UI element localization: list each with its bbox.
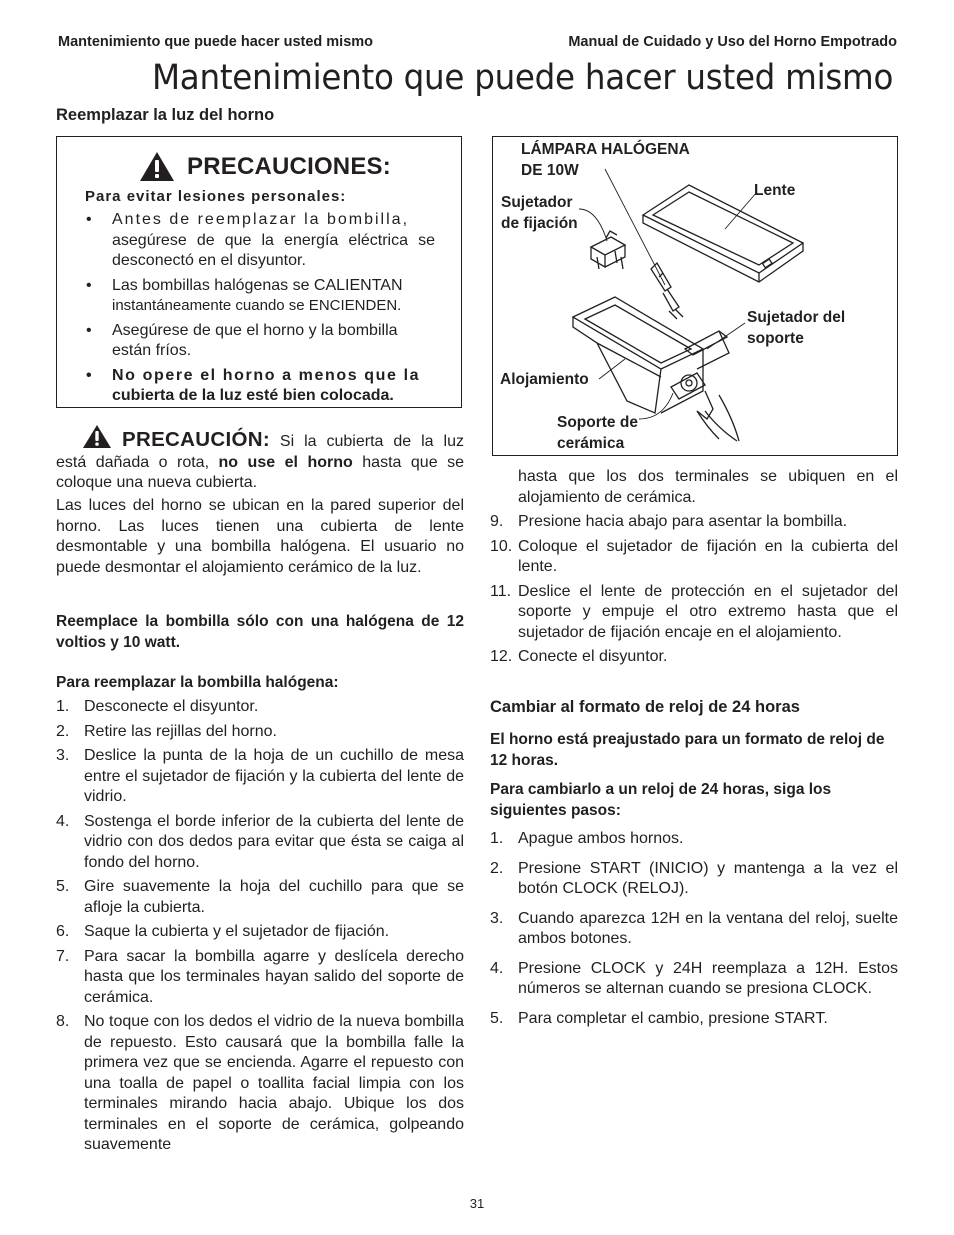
- lamp-label: [521, 140, 690, 181]
- step-number: 1.: [490, 830, 504, 847]
- warning-item-rest: instantáneamente cuando se ENCIENDEN.: [112, 297, 402, 314]
- warning-item: [83, 321, 435, 362]
- caution-bold-text: no use el horno: [218, 453, 353, 471]
- step-item: [56, 947, 464, 1009]
- warning-list: [83, 210, 435, 411]
- bullet: •: [86, 321, 92, 339]
- warning-item-rest: cubierta de la luz esté bien colocada.: [112, 387, 394, 404]
- step-text: Retire las rejillas del horno.: [84, 722, 277, 740]
- step-item: [56, 812, 464, 874]
- step-item: [56, 746, 464, 808]
- caution-label: PRECAUCIÓN:: [122, 428, 270, 451]
- caution-triangle-icon: [82, 424, 112, 449]
- warning-heading: [139, 151, 391, 182]
- warning-triangle-icon: [139, 151, 175, 182]
- lens-label: Lente: [754, 182, 796, 199]
- step-text: Cuando aparezca 12H en la ventana del reloj, suelte ambos botones.: [518, 909, 898, 947]
- step-text: Para completar el cambio, presione START.: [518, 1009, 828, 1027]
- step-number: 7.: [56, 947, 70, 965]
- step-item: [56, 877, 464, 918]
- step-text: Presione START (INICIO) y mantenga a la vez el botón CLOCK (RELOJ).: [518, 859, 898, 897]
- clock-steps-heading: Para cambiarlo a un reloj de 24 horas, siga los siguientes pasos:: [490, 781, 832, 819]
- step-text: Presione hacia abajo para asentar la bombilla.: [518, 513, 848, 530]
- step-item: [490, 647, 898, 668]
- step-item: [490, 512, 898, 533]
- caution-text-end: hasta que se coloque una nueva cubierta.: [56, 453, 464, 491]
- warning-item-rest: están fríos.: [112, 342, 192, 359]
- step-text: Deslice la punta de la hoja de un cuchillo de mesa entre el sujetador de fijación y la cubierta del lente de vidrio.: [84, 747, 464, 805]
- step-text: No toque con los dedos el vidrio de la nueva bombilla de repuesto. Esto causará que la bombilla falle la primera vez que se encienda. Agarre el repuesto con una toalla de papel o toallita facial limpia con los terminales mirando hacia abajo. Ubique los dos terminales en el soporte de cerámica, golpeando suavemente: [84, 1013, 464, 1153]
- lamp-diagram-drawing: [493, 137, 897, 455]
- section-title-oven-light: Reemplazar la luz del horno: [56, 106, 275, 124]
- step8-continued: hasta que los dos terminales se ubiquen en el alojamiento de cerámica.: [518, 468, 898, 506]
- step-item: [490, 959, 898, 1000]
- warning-item-line1: Antes de reemplazar la bombilla,: [112, 211, 410, 228]
- intro-paragraph: Las luces del horno se ubican en la pared superior del horno. Las luces tienen una cubierta de lente desmontable y una bombilla halógena. El usuario no puede desmontar el alojamiento cerámico de la luz.: [56, 497, 464, 576]
- lamp-label-line1: LÁMPARA HALÓGENA: [521, 141, 690, 158]
- step-text: Desconecte el disyuntor.: [84, 698, 259, 715]
- bracket-label-line1: Sujetador del: [747, 309, 846, 326]
- step-number: 5.: [56, 878, 70, 895]
- warning-item: [83, 276, 435, 317]
- step-item: [56, 922, 464, 943]
- step-number: 2.: [56, 722, 70, 740]
- socket-label-line1: Soporte de: [557, 414, 638, 431]
- warning-item: [83, 210, 435, 272]
- step-number: 2.: [490, 859, 504, 877]
- step-number: 9.: [490, 513, 504, 530]
- clock-section-heading: Cambiar al formato de reloj de 24 horas: [490, 698, 800, 716]
- step-number: 12.: [490, 648, 513, 665]
- step-number: 1.: [56, 698, 70, 715]
- warning-item-line1: No opere el horno a menos que la: [112, 366, 421, 384]
- steps-list: [490, 512, 898, 668]
- step-item: [490, 1009, 898, 1030]
- step-number: 8.: [56, 1013, 70, 1030]
- bullet: •: [86, 366, 94, 384]
- step-text: Saque la cubierta y el sujetador de fijación.: [84, 923, 390, 940]
- steps-heading: Para reemplazar la bombilla halógena:: [56, 674, 339, 691]
- replace-steps-list: [56, 697, 464, 1160]
- caution-paragraph: [56, 424, 464, 494]
- warning-heading-label: PRECAUCIONES:: [187, 152, 391, 180]
- step-text: Gire suavemente la hoja del cuchillo para que se afloje la cubierta.: [84, 878, 464, 916]
- step-text: Sostenga el borde inferior de la cubierta del lente de vidrio con dos dedos para evitar que ésta se caiga al fondo del horno.: [84, 812, 464, 871]
- warning-subheading: Para evitar lesiones personales:: [85, 188, 347, 205]
- step-item: [490, 909, 898, 950]
- step-item: [56, 1012, 464, 1156]
- warning-box: [56, 136, 462, 408]
- warning-item: [83, 366, 435, 407]
- step-item: [490, 537, 898, 578]
- lamp-label-line2: DE 10W: [521, 161, 579, 179]
- lamp-diagram: [492, 136, 898, 456]
- step-text: Apague ambos hornos.: [518, 830, 684, 847]
- steps-list: [490, 829, 898, 1029]
- step-item: [56, 722, 464, 743]
- clock-steps: [490, 829, 898, 1038]
- bullet: •: [86, 211, 94, 228]
- step-number: 10.: [490, 537, 513, 555]
- page-title: Mantenimiento que puede hacer usted mismo: [152, 58, 894, 98]
- bracket-label-line2: soporte: [747, 329, 804, 347]
- bulb-spec-note: Reemplace la bombilla sólo con una halógena de 12 voltios y 10 watt.: [56, 613, 464, 651]
- step-text: Para sacar la bombilla agarre y deslícela derecho hasta que los terminales hayan salido del soporte de cerámica.: [84, 947, 464, 1006]
- bullet: •: [86, 276, 92, 294]
- clip-label-line2: de fijación: [501, 214, 578, 232]
- step-item: [56, 697, 464, 718]
- replace-steps-list-continued: [490, 512, 898, 672]
- warning-item-rest: asegúrese de que la energía eléctrica se desconectó en el disyuntor.: [112, 231, 435, 269]
- step-number: 6.: [56, 923, 70, 940]
- step-number: 3.: [490, 909, 504, 927]
- running-header-left: Mantenimiento que puede hacer usted mismo: [58, 34, 374, 50]
- warning-item-line1: Asegúrese de que el horno y la bombilla: [112, 321, 398, 339]
- bracket-label: [747, 308, 845, 349]
- step-item: [490, 859, 898, 900]
- running-header-right: Manual de Cuidado y Uso del Horno Empotrado: [568, 34, 897, 50]
- step-number: 3.: [56, 747, 70, 764]
- step-number: 5.: [490, 1009, 504, 1027]
- step-number: 4.: [56, 812, 70, 830]
- bulb-drawing: [651, 263, 683, 319]
- socket-label-line2: cerámica: [557, 434, 625, 452]
- caution-text: Si la cubierta de la luz está dañada o rota,: [56, 433, 464, 471]
- clip-label-line1: Sujetador: [501, 194, 573, 211]
- clip-drawing: [591, 231, 625, 269]
- steps-list: [56, 697, 464, 1156]
- step-number: 11.: [490, 582, 512, 600]
- socket-label: [557, 413, 638, 454]
- step-text: Conecte el disyuntor.: [518, 648, 668, 665]
- step-item: [490, 829, 898, 850]
- clock-preset-note: El horno está preajustado para un formato de reloj de 12 horas.: [490, 731, 885, 769]
- step-text: Deslice el lente de protección en el sujetador del soporte y empuje el otro extremo hasta que el sujetador de fijación encaje en el alojamiento.: [518, 582, 898, 641]
- page-number: 31: [469, 1196, 485, 1211]
- step-text: Presione CLOCK y 24H reemplaza a 12H. Estos números se alternan cuando se presiona CLOCK.: [518, 959, 898, 997]
- housing-label: Alojamiento: [500, 371, 589, 388]
- step-text: Coloque el sujetador de fijación en la cubierta del lente.: [518, 537, 898, 575]
- warning-item-line1: Las bombillas halógenas se CALIENTAN: [112, 276, 403, 294]
- clip-label: [501, 193, 578, 234]
- step-item: [490, 582, 898, 644]
- step-number: 4.: [490, 959, 504, 977]
